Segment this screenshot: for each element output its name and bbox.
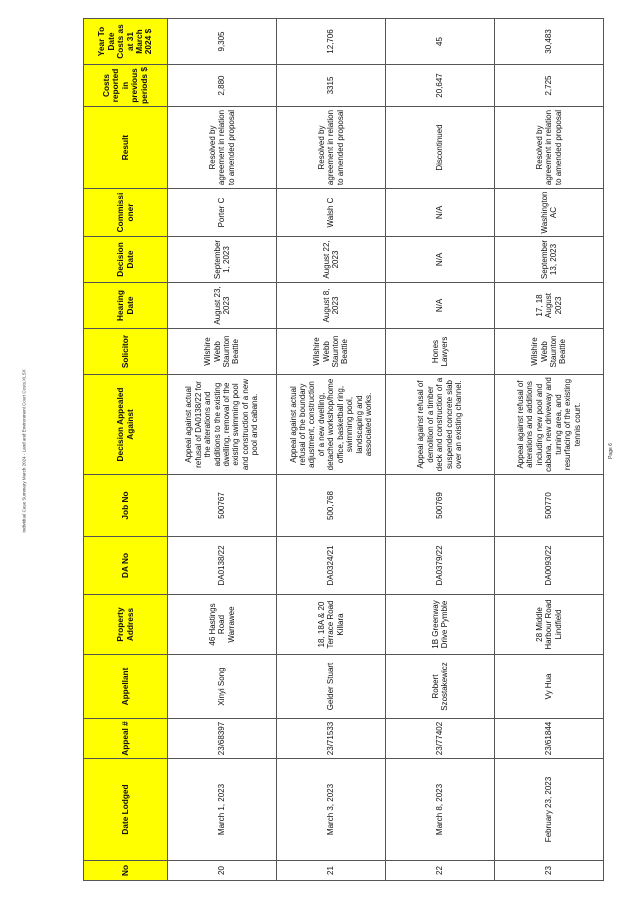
table-cell: March 1, 2023 [168, 759, 277, 861]
table-cell: 22 [386, 861, 495, 881]
column-header: Commissioner [84, 189, 168, 237]
page-number-text: Page 6 [608, 443, 614, 459]
table-cell: 23 [495, 861, 604, 881]
table-cell: DA0093/22 [495, 537, 604, 595]
table-cell: Gelder Stuart [277, 655, 386, 719]
column-header: Decision Date [84, 237, 168, 283]
table-cell: 2,725 [495, 65, 604, 107]
table-cell: 45 [386, 19, 495, 65]
table-cell: 500,768 [277, 475, 386, 537]
table-cell: February 23, 2023 [495, 759, 604, 861]
column-header: Costs reported in previous periods $ [84, 65, 168, 107]
table-cell: August 8, 2023 [277, 283, 386, 329]
table-cell: Discontinued [386, 107, 495, 189]
table-cell: 1B Greenway Drive Pymble [386, 595, 495, 655]
column-header: Property Address [84, 595, 168, 655]
table-row [386, 19, 495, 881]
table-cell: Resolved by agreement in relation to amended proposal [277, 107, 386, 189]
table-cell: August 23, 2023 [168, 283, 277, 329]
table-cell: Wilshire Webb Staunton Beattie [495, 329, 604, 375]
table-cell: 46 Hastings Road Warrawee [168, 595, 277, 655]
table-header-row [84, 19, 168, 881]
table-cell: 23/61844 [495, 719, 604, 759]
table-cell: Appeal against refusal of alterations and additions including new pool and cabana, new driveway and turning area, and resurfacing of the existing tennis court. [495, 375, 604, 475]
table-cell: Walsh C [277, 189, 386, 237]
table-cell: Wilshire Webb Staunton Beattie [168, 329, 277, 375]
table-cell: 20 [168, 861, 277, 881]
table-cell: 2,880 [168, 65, 277, 107]
table-cell: 23/77402 [386, 719, 495, 759]
table-row [277, 19, 386, 881]
table-cell: March 8, 2023 [386, 759, 495, 861]
table-cell: Resolved by agreement in relation to amended proposal [495, 107, 604, 189]
column-header: Job No [84, 475, 168, 537]
column-header: Decision Appealed Against [84, 375, 168, 475]
table-cell: N/A [386, 189, 495, 237]
table-cell: 3315 [277, 65, 386, 107]
table-cell: Wilshire Webb Staunton Beattie [277, 329, 386, 375]
table-cell: 500767 [168, 475, 277, 537]
table-cell: September 13, 2023 [495, 237, 604, 283]
page-number [608, 443, 614, 459]
column-header: Solicitor [84, 329, 168, 375]
rotated-table-container [83, 19, 601, 881]
page-header [21, 369, 27, 533]
table-cell: 28 Middle Harbour Road Lindfield [495, 595, 604, 655]
table-cell: N/A [386, 283, 495, 329]
table-cell: 18, 18A & 20 Terrace Road Killara [277, 595, 386, 655]
table-cell: Washington AC [495, 189, 604, 237]
table-cell: Appeal against refusal of demolition of a timber deck and construction of a suspended concrete slab over an existing channel. [386, 375, 495, 475]
column-header: DA No [84, 537, 168, 595]
table-cell: Appeal against actual refusal of DA0138/22 for the alterations and additions to the existing dwelling, removal of the existing swimming pool and construction of a new pool and cabana. [168, 375, 277, 475]
column-header: Date Lodged [84, 759, 168, 861]
table-cell: 500770 [495, 475, 604, 537]
column-header: Result [84, 107, 168, 189]
table-cell: Vy Hua [495, 655, 604, 719]
page-header-text: Individual Case Summary March 2024 - Land and Environment Court Costs.XLSX [21, 369, 27, 533]
table-cell: 20,647 [386, 65, 495, 107]
column-header: Year To Date Costs as at 31 March 2024 $ [84, 19, 168, 65]
table-cell: DA0379/22 [386, 537, 495, 595]
column-header: Hearing Date [84, 283, 168, 329]
column-header: Appeal # [84, 719, 168, 759]
table-cell: 9,305 [168, 19, 277, 65]
table-cell: Hones Lawyers [386, 329, 495, 375]
table-cell: DA0324/21 [277, 537, 386, 595]
case-summary-table [83, 18, 604, 881]
table-cell: 500769 [386, 475, 495, 537]
table-cell: August 22, 2023 [277, 237, 386, 283]
table-cell: September 1, 2023 [168, 237, 277, 283]
table-cell: 17, 18 August 2023 [495, 283, 604, 329]
table-cell: 23/71533 [277, 719, 386, 759]
table-cell: Xinyi Song [168, 655, 277, 719]
table-cell: Robert Szostakewicz [386, 655, 495, 719]
table-cell: Resolved by agreement in relation to amended proposal [168, 107, 277, 189]
table-cell: Appeal against actual refusal of the boundary adjustment, construction of a new dwelling, detached workshop/home office, basketball ring, swimming pool, landscaping and associated works. [277, 375, 386, 475]
column-header: No [84, 861, 168, 881]
table-cell: 23/68397 [168, 719, 277, 759]
table-cell: March 3, 2023 [277, 759, 386, 861]
table-row [495, 19, 604, 881]
table-cell: 21 [277, 861, 386, 881]
table-cell: 30,483 [495, 19, 604, 65]
table-cell: Porter C [168, 189, 277, 237]
table-cell: 12,706 [277, 19, 386, 65]
table-cell: N/A [386, 237, 495, 283]
table-cell: DA0138/22 [168, 537, 277, 595]
table-row [168, 19, 277, 881]
column-header: Appellant [84, 655, 168, 719]
